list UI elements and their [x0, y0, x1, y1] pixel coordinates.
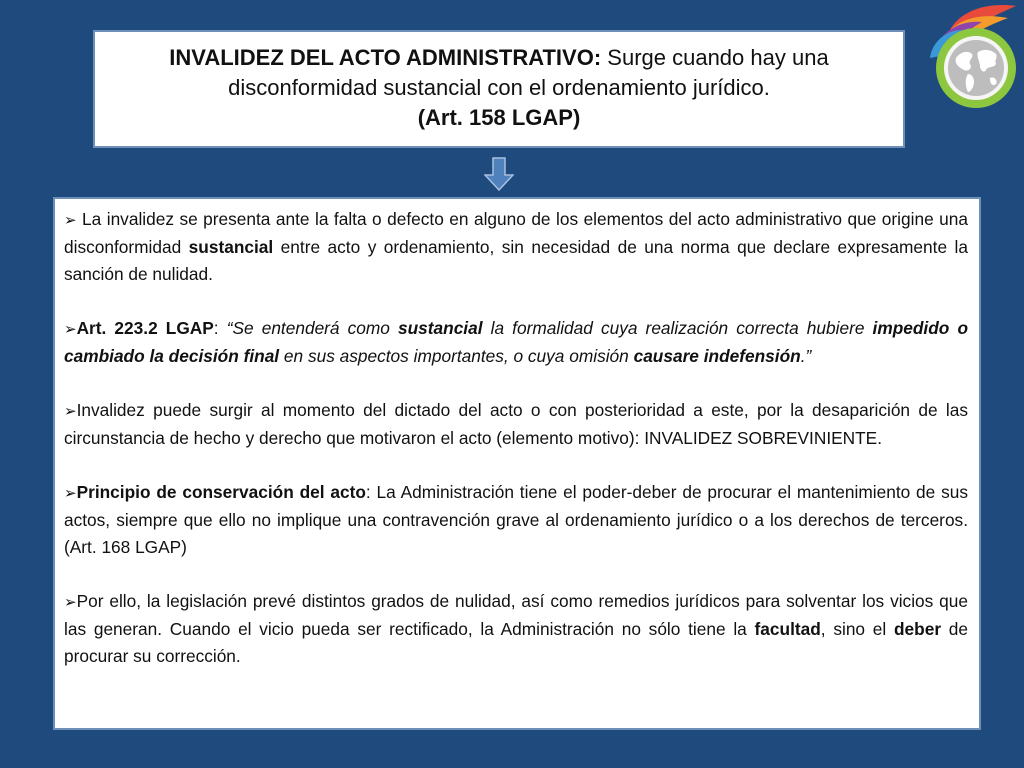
title-bold: INVALIDEZ DEL ACTO ADMINISTRATIVO:: [169, 45, 602, 70]
paragraph-2: [64, 315, 968, 370]
title-text: Surge cuando hay una disconformidad sustancial con el ordenamiento jurídico.: [228, 45, 829, 100]
title-box: [93, 30, 905, 148]
paragraph-4-label: Principio de conservación del acto: [76, 482, 366, 502]
paragraph-4: [64, 479, 968, 561]
quote-part-5: en sus aspectos importantes, o cuya omisión: [279, 346, 634, 366]
paragraph-2-colon: :: [213, 318, 219, 338]
quote-bold-3: causare indefensión: [633, 346, 801, 366]
paragraph-4-text: : La Administración tiene el poder-deber de procurar el mantenimiento de sus actos, siempre que ello no implique una contravención grave al ordenamiento jurídico o a los derechos de terceros. (Art. 168 LGAP): [64, 482, 968, 557]
paragraph-5-text-e: de procurar su corrección.: [64, 619, 969, 666]
quote-bold-1: sustancial: [398, 318, 483, 338]
globe-logo: [918, 2, 1022, 114]
paragraph-1: [64, 206, 968, 288]
down-arrow-icon: [484, 157, 514, 191]
paragraph-1-text-c: entre acto y ordenamiento, sin necesidad de una norma que declare expresamente la sanción de nulidad.: [64, 237, 968, 284]
bullet-icon: ➢: [64, 594, 77, 611]
paragraph-5-bold-1: facultad: [754, 619, 821, 639]
title-line: [95, 43, 903, 103]
paragraph-2-label: Art. 223.2 LGAP: [76, 318, 214, 338]
paragraph-5-text-c: , sino el: [820, 619, 894, 639]
quote-bold-2: impedido o cambiado la decisión final: [64, 318, 969, 366]
paragraph-3: [64, 397, 968, 452]
paragraph-1-bold: sustancial: [188, 237, 274, 257]
paragraph-5: [64, 588, 968, 670]
paragraph-5-text-a: Por ello, la legislación prevé distintos grados de nulidad, así como remedios jurídicos para solventar los vicios que las generan. Cuando el vicio pueda ser rectificado, la Administración no sólo tiene la: [64, 591, 968, 639]
bullet-icon: ➢: [64, 321, 77, 338]
title-reference: (Art. 158 LGAP): [417, 105, 581, 130]
bullet-icon: ➢: [64, 485, 77, 502]
paragraph-3-text: Invalidez puede surgir al momento del dictado del acto o con posterioridad a este, por la desaparición de las circunstancia de hecho y derecho que motivaron el acto (elemento motivo): INVALIDEZ SOBREVINIENTE.: [64, 400, 968, 448]
paragraph-1-text-a: La invalidez se presenta ante la falta o defecto en alguno de los elementos del acto administrativo que origine una disconformidad: [64, 209, 968, 257]
paragraph-5-bold-2: deber: [893, 619, 942, 639]
quote-part-7: .”: [800, 346, 812, 366]
quote-part-3: la formalidad cuya realización correcta hubiere: [482, 318, 873, 338]
quote-part-1: “Se entenderá como: [226, 318, 398, 338]
bullet-icon: ➢: [64, 212, 77, 229]
content-box: [53, 197, 981, 730]
bullet-icon: ➢: [64, 403, 77, 420]
